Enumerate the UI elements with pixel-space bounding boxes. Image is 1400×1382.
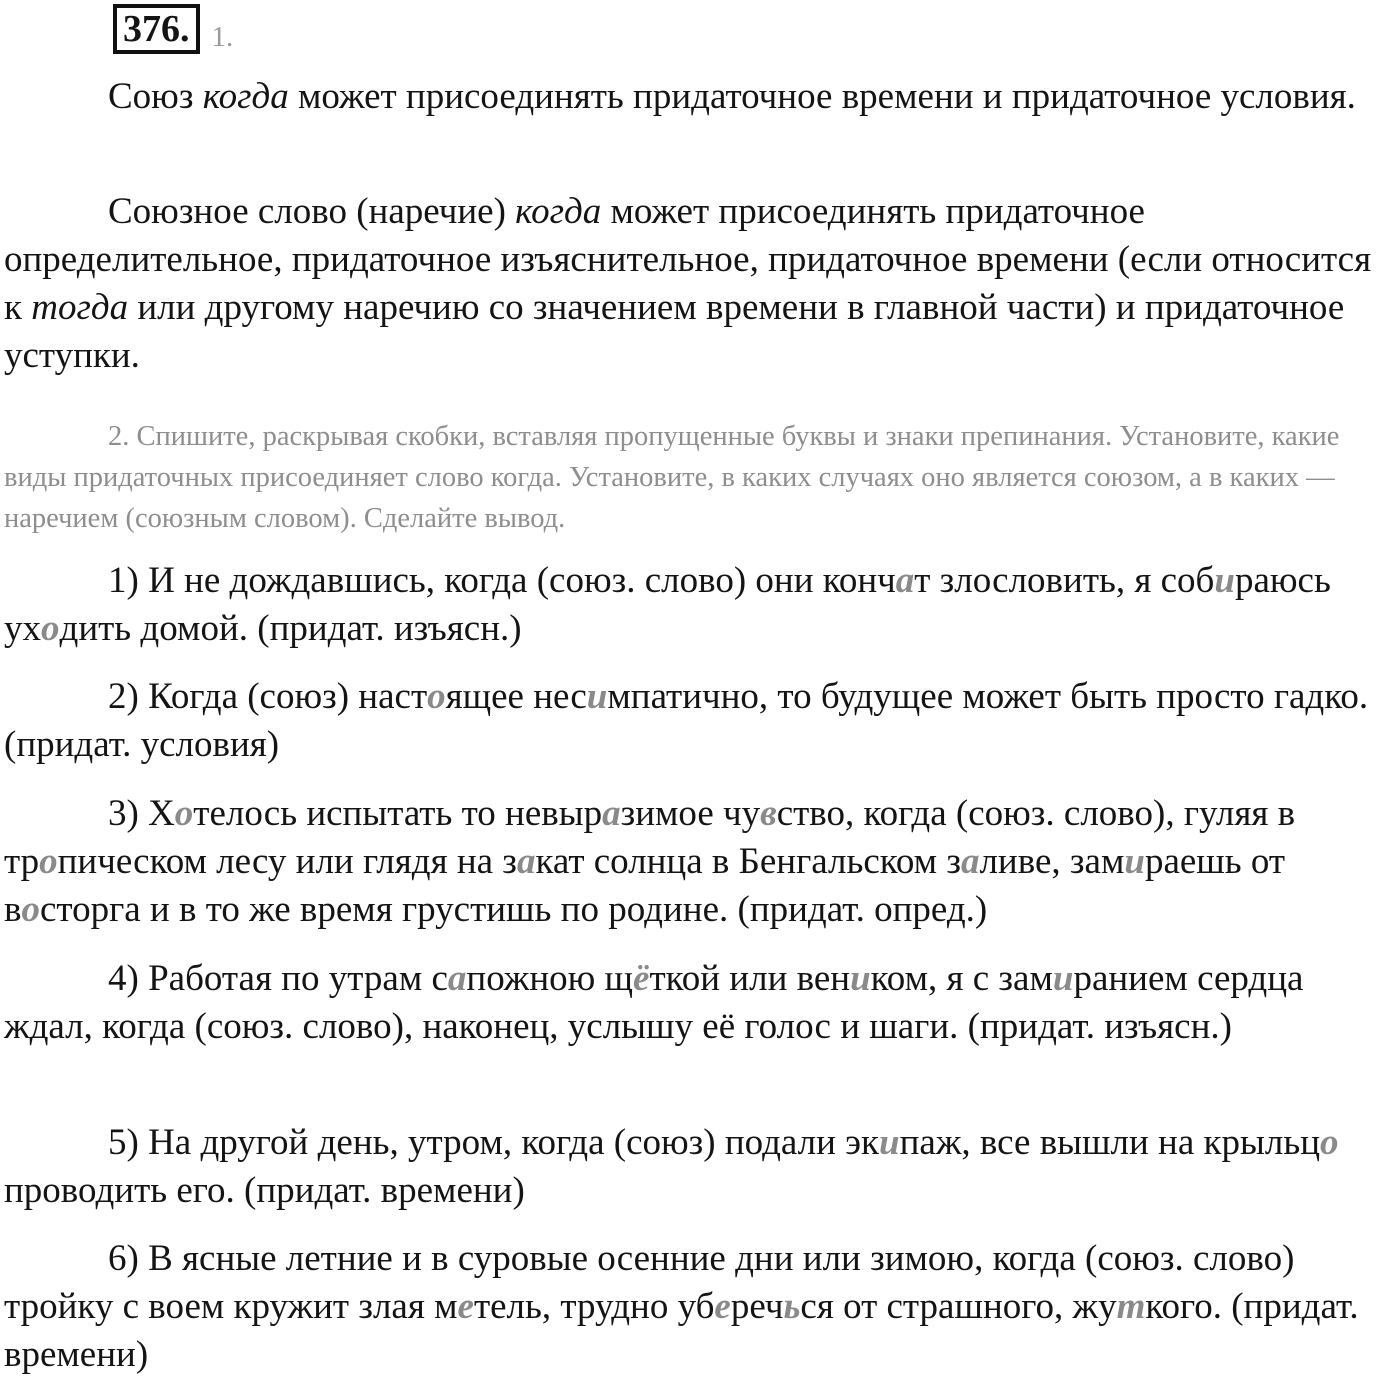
text-segment: ся от страшного, жу: [800, 1286, 1117, 1327]
sentence-2: [4, 673, 1398, 769]
text-segment: 5) На другой день, утром, когда (союз) подали эк: [108, 1122, 880, 1163]
inserted-letter: и: [1052, 958, 1074, 999]
text-segment: или другому наречию со значением времени в главной части) и придаточное уступки.: [4, 287, 1345, 376]
inserted-letter: о: [1320, 1122, 1339, 1163]
inserted-letter: т: [1116, 1286, 1146, 1327]
text-segment: 1) И не дождавшись, когда (союз. слово) они конч: [108, 560, 896, 601]
inserted-letter: и: [1124, 841, 1145, 882]
inserted-letter: и: [1214, 560, 1235, 601]
text-segment: мпатично, то будущее может быть просто гадко. (придат. условия): [4, 676, 1369, 765]
text-segment: кат солнца в Бенгальском з: [535, 841, 961, 882]
text-segment: сторга и в то же время грустишь по родине. (придат. опред.): [39, 889, 988, 930]
text-segment: кого. (придат. времени): [4, 1286, 1359, 1375]
inserted-letter: а: [602, 793, 621, 834]
text-segment: может присоединять придаточное времени и придаточное условия.: [288, 76, 1356, 117]
text-segment: раешь от в: [4, 841, 1286, 930]
text-segment: тель, трудно уб: [473, 1286, 715, 1327]
text-segment: ткой или вен: [649, 958, 851, 999]
text-segment: т злословить, я соб: [914, 560, 1215, 601]
sentence-5: [4, 1119, 1398, 1215]
text-segment: реч: [730, 1286, 784, 1327]
sentence-3: [4, 790, 1398, 934]
text-segment: дить домой. (придат. изъясн.): [59, 608, 522, 649]
inserted-letter: ь: [783, 1286, 801, 1327]
text-segment: 2) Когда (союз) наст: [108, 676, 428, 717]
sentence-4: [4, 955, 1398, 1051]
text-segment: пическом лесу или глядя на з: [57, 841, 517, 882]
task-instructions: 2. Спишите, раскрывая скобки, вставляя пропущенные буквы и знаки препинания. Установите, какие виды придаточных присоединяет слово когда. Установите, в каких случаях оно является союзом, а в каких — наречием (союзным словом). Сделайте вывод.: [4, 421, 1340, 534]
text-segment-italic: тогда: [31, 287, 129, 328]
exercise-number: 376.: [113, 4, 200, 54]
inserted-letter: и: [850, 958, 871, 999]
text-segment: зимое чу: [620, 793, 761, 834]
text-segment: Союзное слово (наречие): [108, 191, 516, 232]
text-segment: ливе, зам: [979, 841, 1125, 882]
text-segment: 3) Х: [108, 793, 175, 834]
inserted-letter: и: [879, 1122, 900, 1163]
inserted-letter: е: [457, 1286, 474, 1327]
text-segment: раюсь ух: [4, 560, 1331, 649]
text-segment: ком, я с зам: [870, 958, 1053, 999]
inserted-letter: ё: [633, 958, 650, 999]
inserted-letter: о: [41, 608, 60, 649]
text-segment: проводить его. (придат. времени): [4, 1170, 525, 1211]
exercise-header: [113, 4, 233, 54]
inserted-letter: о: [39, 841, 58, 882]
inserted-letter: а: [516, 841, 536, 882]
text-segment-italic: когда: [202, 76, 289, 117]
theory-paragraph-1: [4, 73, 1398, 121]
inserted-letter: а: [960, 841, 980, 882]
text-segment: ранием сердца ждал, когда (союз. слово), наконец, услышу её голос и шаги. (придат. изъясн.): [4, 958, 1304, 1047]
part-label: 1.: [211, 21, 234, 53]
text-segment: ящее нес: [445, 676, 587, 717]
inserted-letter: в: [760, 793, 777, 834]
text-segment: ство, когда (союз. слово), гуляя в тр: [4, 793, 1296, 882]
inserted-letter: о: [427, 676, 446, 717]
text-segment: пожною щ: [466, 958, 634, 999]
sentence-1: [4, 557, 1398, 653]
sentence-6: [4, 1235, 1398, 1379]
text-segment: может присоединять придаточное определительное, придаточное изъяснительное, придаточное времени (если относится к: [4, 191, 1372, 328]
inserted-letter: о: [174, 793, 194, 834]
inserted-letter: и: [586, 676, 608, 717]
text-segment: Союз: [108, 76, 203, 117]
text-segment: паж, все вышли на крыльц: [899, 1122, 1320, 1163]
text-segment: телось испытать то невыр: [193, 793, 603, 834]
theory-paragraph-2: [4, 188, 1398, 380]
text-segment: 6) В ясные летние и в суровые осенние дни или зимою, когда (союз. слово) тройку с воем кружит злая м: [4, 1238, 1295, 1327]
inserted-letter: е: [714, 1286, 731, 1327]
inserted-letter: а: [447, 958, 467, 999]
text-segment: 4) Работая по утрам с: [108, 958, 448, 999]
inserted-letter: а: [895, 560, 915, 601]
inserted-letter: о: [21, 889, 40, 930]
text-segment-italic: когда: [515, 191, 602, 232]
